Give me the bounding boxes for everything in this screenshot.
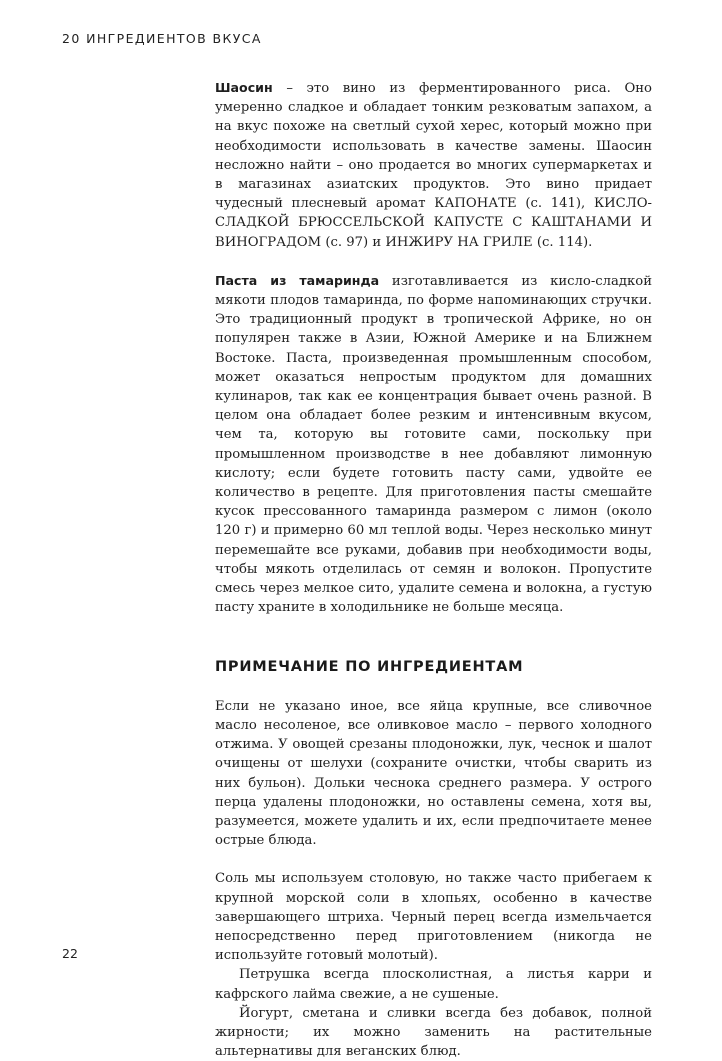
recipe-ref-caponata: КАПОНАТЕ: [434, 196, 517, 212]
recipe-ref-brussels-sprouts: КИСЛО-СЛАДКОЙ БРЮССЕЛЬСКОЙ КАПУСТЕ С КАШТАНАМИ И ВИНОГРАДОМ: [215, 196, 653, 250]
notes-paragraph-general: Если не указано иное, все яйца крупные, все сливочное масло несоленое, все оливковое масло – первого холодного отжима. У овощей срезаны плодоножки, лук, чеснок и шалот очищены от шелухи (сохраните очистки, чтобы сварить из них бульон). Дольки чеснока среднего размера. У острого перца удалены плодоножки, но оставлены семена, хотя вы, разумеется, можете удалить и их, если предпочитаете менее острые блюда.: [215, 698, 652, 849]
notes-paragraph-salt-pepper: Соль мы используем столовую, но также часто прибегаем к крупной морской соли в хлопьях, особенно в качестве завершающего штриха. Черный перец всегда измельчается непосредственно перед приготовлением (никогда не используйте готовый молотый).: [215, 871, 652, 964]
page-number: 22: [62, 946, 78, 961]
paragraph-tamarind: [215, 271, 652, 618]
term-tamarind: Паста из тамаринда: [215, 272, 380, 288]
shaoxing-text-3: (с. 97) и: [321, 234, 386, 250]
paragraph-shaoxing: [215, 78, 652, 252]
section-heading-ingredient-notes: ПРИМЕЧАНИЕ ПО ИНГРЕДИЕНТАМ: [215, 659, 524, 676]
shaoxing-text-4: (с. 114).: [532, 234, 593, 250]
term-shaoxing: Шаосин: [215, 80, 273, 95]
notes-paragraph-dairy: Йогурт, сметана и сливки всегда без добавок, полной жирности; их можно заменить на растительные альтернативы для веганских блюд.: [215, 1005, 652, 1060]
notes-paragraph-herbs: Петрушка всегда плосколистная, а листья карри и кафрского лайма свежие, а не сушеные.: [215, 967, 652, 1002]
shaoxing-text-2: (с. 141),: [516, 196, 594, 212]
shaoxing-text-1: – это вино из ферментированного риса. Оно умеренно сладкое и обладает тонким резковатым запахом, а на вкус похоже на светлый сухой херес, который можно при необходимости использовать в качестве замены. Шаосин несложно найти – оно продается во многих супермаркетах и в магазинах азиатских продуктов. Это вино придает чудесный плесневый аромат: [215, 81, 652, 212]
recipe-ref-grilled-figs: ИНЖИРУ НА ГРИЛЕ: [385, 234, 533, 250]
running-header: 20 ИНГРЕДИЕНТОВ ВКУСА: [62, 31, 262, 46]
page-body: [215, 78, 652, 1061]
tamarind-text: изготавливается из кисло-сладкой мякоти плодов тамаринда, по форме напоминающих стручки. Это традиционный продукт в тропической Африке, но он популярен также в Азии, Южной Америке и на Ближнем Востоке. Паста, произведенная промышленным способом, может оказаться непростым продуктом для домашних кулинаров, так как ее концентрация бывает очень разной. В целом она обладает более резким и интенсивным вкусом, чем та, которую вы готовите сами, поскольку при промышленном производстве в нее добавляют лимонную кислоту; если будете готовить пасту сами, удвойте ее количество в рецепте. Для приготовления пасты смешайте кусок прессованного тамаринда размером с лимон (около 120 г) и примерно 60 мл теплой воды. Через несколько минут перемешайте все руками, добавив при необходимости воды, чтобы мякоть отделилась от семян и волокон. Пропустите смесь через мелкое сито, удалите семена и волокна, а густую пасту храните в холодильнике не больше месяца.: [215, 273, 652, 616]
